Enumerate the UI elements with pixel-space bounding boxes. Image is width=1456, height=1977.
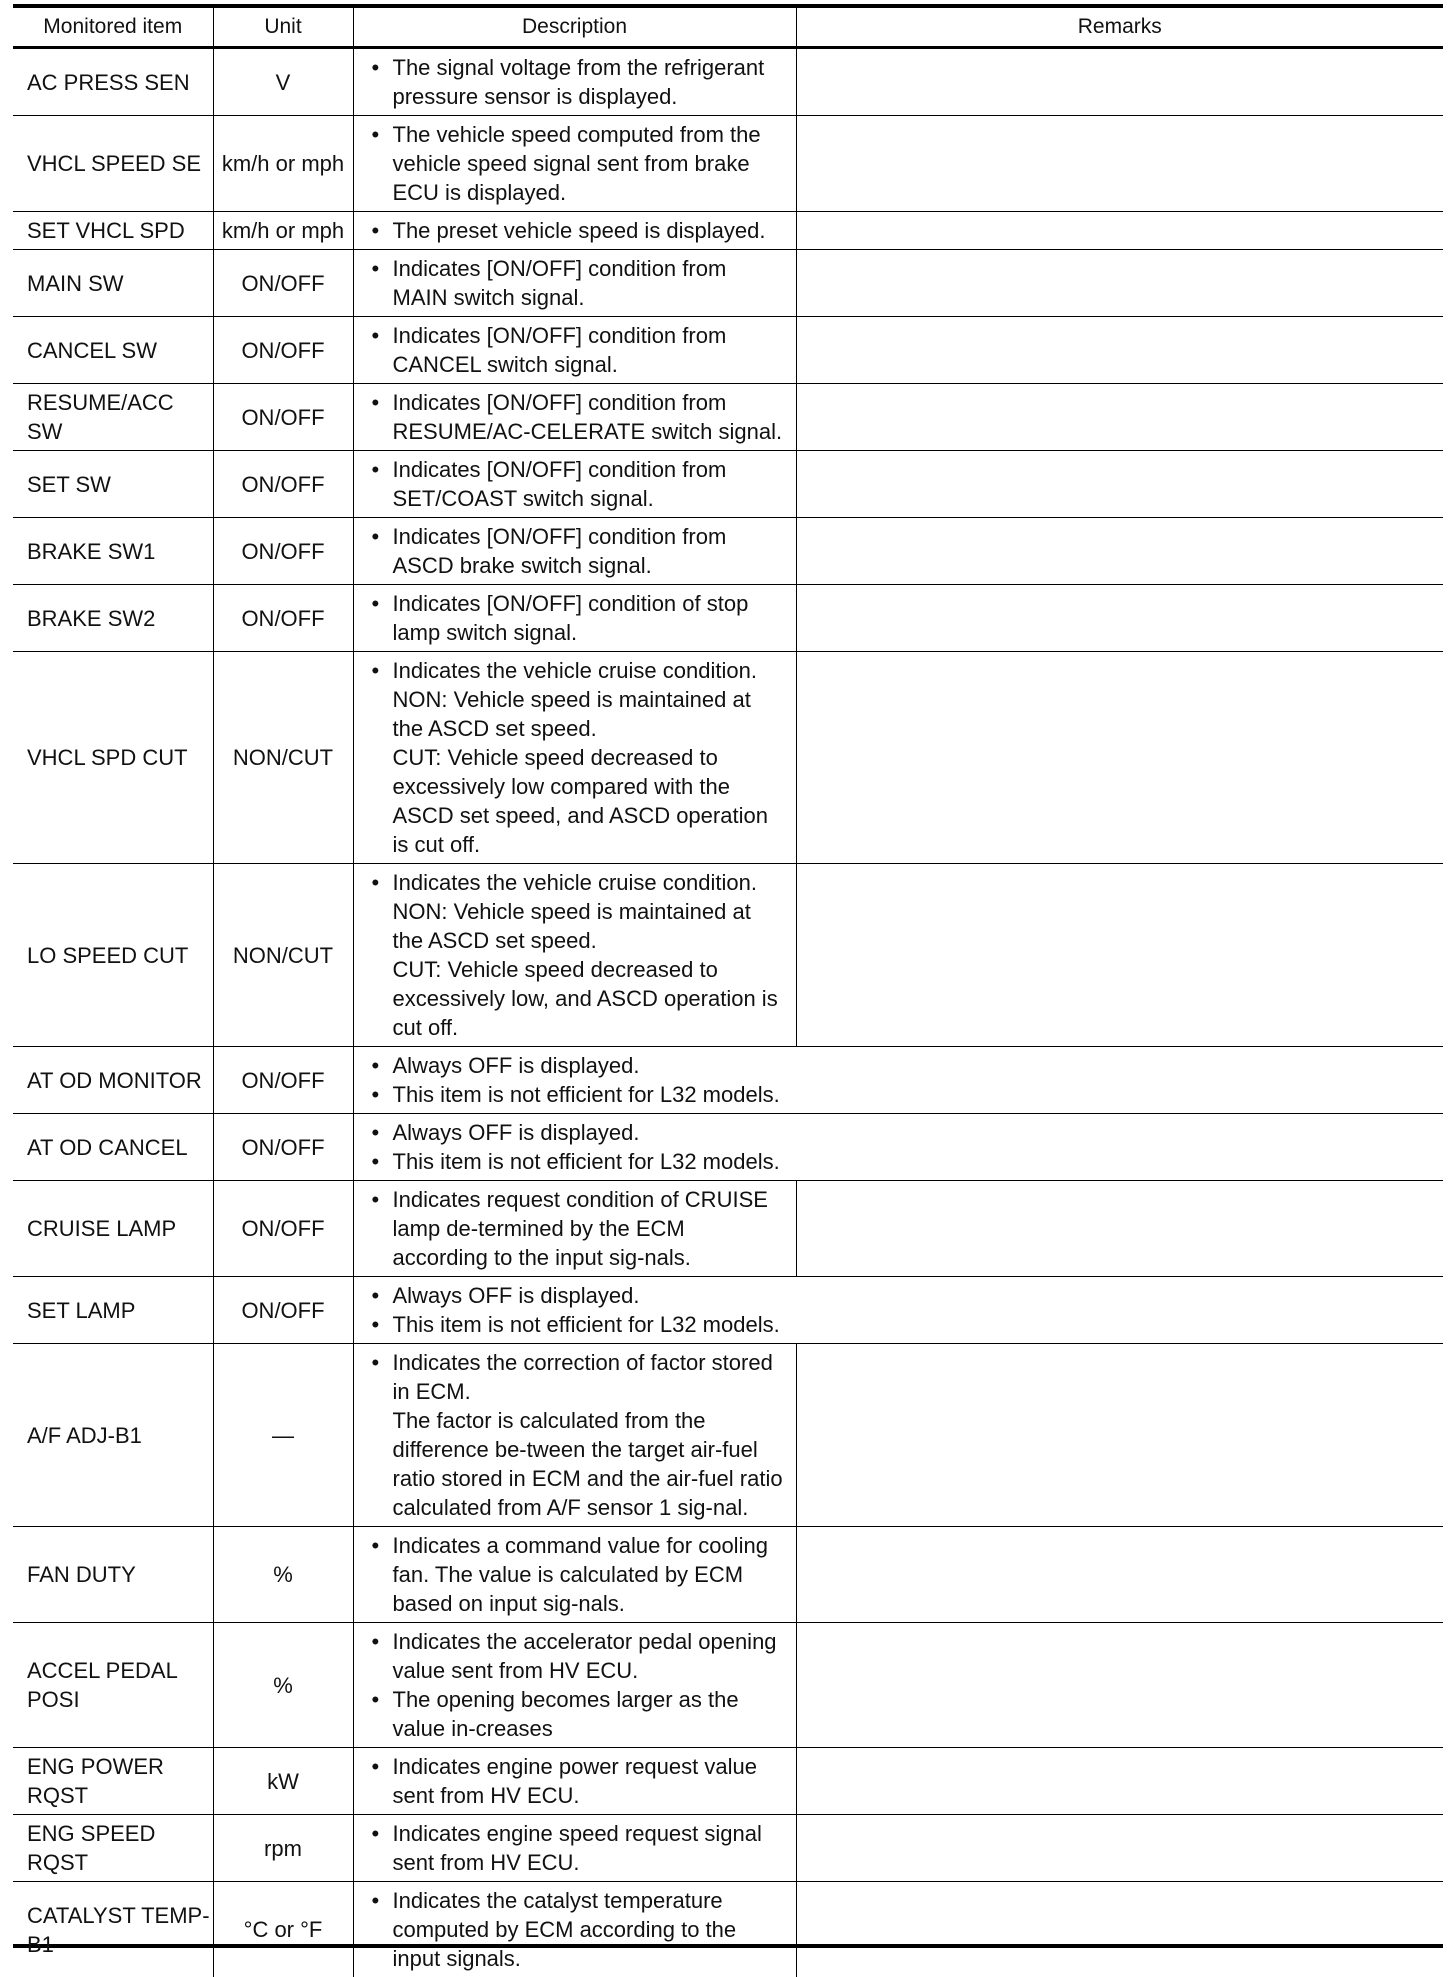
- remarks-cell: [796, 652, 1443, 864]
- remarks-cell: [796, 212, 1443, 250]
- monitored-item-cell: SET VHCL SPD: [13, 212, 213, 250]
- remarks-cell: [796, 1344, 1443, 1527]
- description-cell: [353, 1623, 796, 1748]
- remarks-cell: [796, 451, 1443, 518]
- description-bullet: • Indicates [ON/OFF] condition from SET/COAST switch signal.: [368, 455, 786, 513]
- monitored-item-cell: BRAKE SW2: [13, 585, 213, 652]
- description-bullet: • Always OFF is displayed.: [368, 1118, 1434, 1147]
- table-row: [13, 1815, 1443, 1882]
- description-cell: [353, 250, 796, 317]
- monitored-item-cell: RESUME/ACC SW: [13, 384, 213, 451]
- remarks-cell: [796, 384, 1443, 451]
- table-row: [13, 1114, 1443, 1181]
- description-cell: [353, 212, 796, 250]
- description-cell: [353, 116, 796, 212]
- remarks-cell: [796, 585, 1443, 652]
- monitored-item-cell: CRUISE LAMP: [13, 1181, 213, 1277]
- description-bullet: • This item is not efficient for L32 models.: [368, 1080, 1434, 1109]
- monitored-item-cell: ACCEL PEDAL POSI: [13, 1623, 213, 1748]
- description-cell: [353, 451, 796, 518]
- unit-cell: ON/OFF: [213, 384, 353, 451]
- description-cell: [353, 1181, 796, 1277]
- description-cell: [353, 1344, 796, 1527]
- monitored-item-cell: LO SPEED CUT: [13, 864, 213, 1047]
- description-bullet: • The opening becomes larger as the value in-creases: [368, 1685, 786, 1743]
- description-bullet: • Indicates the correction of factor stored in ECM.: [368, 1348, 786, 1406]
- description-bullet: • Indicates the accelerator pedal opening value sent from HV ECU.: [368, 1627, 786, 1685]
- description-line: The factor is calculated from the difference be-tween the target air-fuel ratio stored in ECM and the air-fuel ratio calculated from A/F sensor 1 sig-nal.: [368, 1406, 786, 1522]
- monitored-item-cell: VHCL SPEED SE: [13, 116, 213, 212]
- description-bullet: • Always OFF is displayed.: [368, 1281, 1434, 1310]
- description-cell: [353, 1815, 796, 1882]
- unit-cell: ON/OFF: [213, 1277, 353, 1344]
- description-bullet: • Indicates [ON/OFF] condition from ASCD brake switch signal.: [368, 522, 786, 580]
- unit-cell: km/h or mph: [213, 116, 353, 212]
- description-bullet: • Indicates the vehicle cruise condition.: [368, 868, 786, 897]
- table-row: [13, 1344, 1443, 1527]
- table-row: [13, 384, 1443, 451]
- table-row: [13, 212, 1443, 250]
- remarks-cell: [796, 1882, 1443, 1977]
- description-cell: [353, 864, 796, 1047]
- remarks-cell: [796, 1181, 1443, 1277]
- table-row: [13, 652, 1443, 864]
- monitored-item-cell: A/F ADJ-B1: [13, 1344, 213, 1527]
- monitored-item-cell: AT OD CANCEL: [13, 1114, 213, 1181]
- remarks-cell: [796, 1748, 1443, 1815]
- unit-cell: ON/OFF: [213, 451, 353, 518]
- description-cell: [353, 48, 796, 116]
- monitored-item-cell: VHCL SPD CUT: [13, 652, 213, 864]
- description-bullet: • The vehicle speed computed from the vehicle speed signal sent from brake ECU is displayed.: [368, 120, 786, 207]
- remarks-cell: [796, 250, 1443, 317]
- description-bullet: • This item is not efficient for L32 models.: [368, 1147, 1434, 1176]
- table-row: [13, 48, 1443, 116]
- unit-cell: kW: [213, 1748, 353, 1815]
- remarks-cell: [796, 1527, 1443, 1623]
- description-line: CUT: Vehicle speed decreased to excessively low compared with the ASCD set speed, and ASCD operation is cut off.: [368, 743, 786, 859]
- table-row: [13, 1181, 1443, 1277]
- header-unit: Unit: [213, 8, 353, 48]
- description-bullet: • Indicates request condition of CRUISE lamp de-termined by the ECM according to the input sig-nals.: [368, 1185, 786, 1272]
- description-cell: [353, 1527, 796, 1623]
- header-description: Description: [353, 8, 796, 48]
- description-bullet: • Indicates [ON/OFF] condition of stop lamp switch signal.: [368, 589, 786, 647]
- description-bullet: • Indicates engine speed request signal sent from HV ECU.: [368, 1819, 786, 1877]
- unit-cell: V: [213, 48, 353, 116]
- table-row: [13, 451, 1443, 518]
- monitored-items-table: [13, 8, 1443, 1977]
- unit-cell: ON/OFF: [213, 317, 353, 384]
- description-cell: [353, 585, 796, 652]
- description-line: NON: Vehicle speed is maintained at the ASCD set speed.: [368, 685, 786, 743]
- table-header-row: [13, 8, 1443, 48]
- description-bullet: • The signal voltage from the refrigerant pressure sensor is displayed.: [368, 53, 786, 111]
- monitored-item-cell: ENG SPEED RQST: [13, 1815, 213, 1882]
- table-row: [13, 585, 1443, 652]
- description-cell: [353, 1277, 1443, 1344]
- description-cell: [353, 1882, 796, 1977]
- monitored-item-cell: SET SW: [13, 451, 213, 518]
- description-bullet: • Indicates engine power request value sent from HV ECU.: [368, 1752, 786, 1810]
- table-row: [13, 518, 1443, 585]
- unit-cell: NON/CUT: [213, 652, 353, 864]
- table-row: [13, 1882, 1443, 1977]
- description-bullet: • Indicates the catalyst temperature computed by ECM according to the input signals.: [368, 1886, 786, 1973]
- description-bullet: • This item is not efficient for L32 models.: [368, 1310, 1434, 1339]
- remarks-cell: [796, 317, 1443, 384]
- unit-cell: rpm: [213, 1815, 353, 1882]
- description-bullet: • The preset vehicle speed is displayed.: [368, 216, 786, 245]
- remarks-cell: [796, 116, 1443, 212]
- monitored-item-cell: CANCEL SW: [13, 317, 213, 384]
- monitored-item-cell: SET LAMP: [13, 1277, 213, 1344]
- unit-cell: —: [213, 1344, 353, 1527]
- remarks-cell: [796, 864, 1443, 1047]
- description-bullet: • Indicates a command value for cooling fan. The value is calculated by ECM based on input sig-nals.: [368, 1531, 786, 1618]
- description-cell: [353, 518, 796, 585]
- remarks-cell: [796, 1623, 1443, 1748]
- description-cell: [353, 317, 796, 384]
- table-row: [13, 864, 1443, 1047]
- table-row: [13, 1623, 1443, 1748]
- description-cell: [353, 1748, 796, 1815]
- table-row: [13, 250, 1443, 317]
- monitored-item-cell: ENG POWER RQST: [13, 1748, 213, 1815]
- unit-cell: ON/OFF: [213, 1047, 353, 1114]
- description-bullet: • Always OFF is displayed.: [368, 1051, 1434, 1080]
- header-monitored-item: Monitored item: [13, 8, 213, 48]
- description-cell: [353, 1047, 1443, 1114]
- unit-cell: ON/OFF: [213, 585, 353, 652]
- monitored-item-cell: AC PRESS SEN: [13, 48, 213, 116]
- document-page: [13, 4, 1443, 1948]
- unit-cell: %: [213, 1623, 353, 1748]
- description-bullet: • Indicates [ON/OFF] condition from CANCEL switch signal.: [368, 321, 786, 379]
- table-row: [13, 1277, 1443, 1344]
- description-bullet: • Indicates [ON/OFF] condition from RESUME/AC-CELERATE switch signal.: [368, 388, 786, 446]
- description-cell: [353, 652, 796, 864]
- unit-cell: ON/OFF: [213, 1181, 353, 1277]
- monitored-item-cell: CATALYST TEMP-B1: [13, 1882, 213, 1977]
- remarks-cell: [796, 48, 1443, 116]
- description-line: CUT: Vehicle speed decreased to excessively low, and ASCD operation is cut off.: [368, 955, 786, 1042]
- table-row: [13, 1047, 1443, 1114]
- header-remarks: Remarks: [796, 8, 1443, 48]
- unit-cell: km/h or mph: [213, 212, 353, 250]
- unit-cell: NON/CUT: [213, 864, 353, 1047]
- unit-cell: ON/OFF: [213, 250, 353, 317]
- table-row: [13, 116, 1443, 212]
- description-cell: [353, 1114, 1443, 1181]
- unit-cell: ON/OFF: [213, 518, 353, 585]
- description-bullet: • Indicates the vehicle cruise condition.: [368, 656, 786, 685]
- description-bullet: • Indicates [ON/OFF] condition from MAIN switch signal.: [368, 254, 786, 312]
- description-cell: [353, 384, 796, 451]
- monitored-item-cell: AT OD MONITOR: [13, 1047, 213, 1114]
- table-row: [13, 1527, 1443, 1623]
- description-line: NON: Vehicle speed is maintained at the ASCD set speed.: [368, 897, 786, 955]
- monitored-item-cell: BRAKE SW1: [13, 518, 213, 585]
- remarks-cell: [796, 1815, 1443, 1882]
- unit-cell: %: [213, 1527, 353, 1623]
- remarks-cell: [796, 518, 1443, 585]
- unit-cell: °C or °F: [213, 1882, 353, 1977]
- monitored-item-cell: FAN DUTY: [13, 1527, 213, 1623]
- table-row: [13, 317, 1443, 384]
- unit-cell: ON/OFF: [213, 1114, 353, 1181]
- table-row: [13, 1748, 1443, 1815]
- monitored-item-cell: MAIN SW: [13, 250, 213, 317]
